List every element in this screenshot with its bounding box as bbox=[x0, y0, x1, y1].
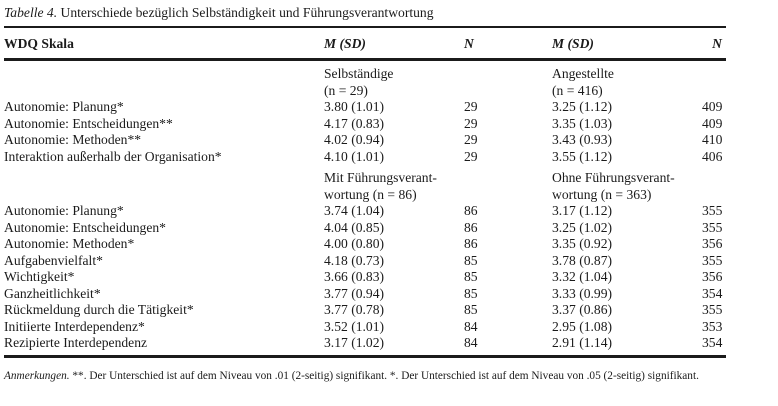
table-caption bbox=[4, 4, 778, 21]
scale-label-cell: Autonomie: Planung* bbox=[4, 99, 124, 114]
n-cell: 29 bbox=[464, 132, 478, 147]
mean-sd-cell: 3.80 (1.01) bbox=[324, 99, 385, 114]
scale-label-cell: Aufgabenvielfalt* bbox=[4, 252, 103, 268]
mean-sd-cell: 3.77 (0.94) bbox=[324, 285, 385, 301]
n-cell: 356 bbox=[702, 236, 723, 251]
scale-label-cell: Autonomie: Methoden* bbox=[4, 236, 135, 251]
group-header-left bbox=[324, 170, 464, 203]
n-cell: 29 bbox=[464, 115, 478, 131]
group-header-right bbox=[552, 170, 702, 203]
mean-sd-cell: 3.52 (1.01) bbox=[324, 318, 385, 334]
table-header-row bbox=[4, 28, 726, 58]
group-header-line: Angestellte bbox=[552, 66, 614, 81]
n-cell: 85 bbox=[464, 302, 478, 317]
n-cell: 85 bbox=[464, 285, 478, 301]
group-header-line: (n = 29) bbox=[324, 82, 368, 98]
n-cell: 355 bbox=[702, 302, 723, 317]
mean-sd-cell: 3.66 (0.83) bbox=[324, 269, 385, 284]
n-cell: 406 bbox=[702, 148, 723, 164]
mean-sd-cell: 3.78 (0.87) bbox=[552, 252, 613, 268]
table-row bbox=[4, 253, 726, 270]
mean-sd-cell: 3.17 (1.12) bbox=[552, 203, 613, 218]
mean-sd-cell: 3.35 (0.92) bbox=[552, 236, 613, 251]
mean-sd-cell: 3.55 (1.12) bbox=[552, 148, 613, 164]
mean-sd-cell: 3.77 (0.78) bbox=[324, 302, 385, 317]
n-cell: 86 bbox=[464, 203, 478, 218]
table-caption-text: Unterschiede bezüglich Selbständigkeit und Führungsverantwortung bbox=[57, 5, 434, 20]
n-cell: 356 bbox=[702, 269, 723, 284]
mean-sd-cell: 4.00 (0.80) bbox=[324, 236, 385, 251]
n-cell: 86 bbox=[464, 236, 478, 251]
scale-label-cell: Initiierte Interdependenz* bbox=[4, 318, 145, 334]
group-header-row bbox=[4, 61, 726, 99]
table-row bbox=[4, 286, 726, 303]
n-cell: 410 bbox=[702, 132, 723, 147]
table-caption-number: Tabelle 4. bbox=[4, 5, 58, 20]
scale-label-cell: Autonomie: Entscheidungen** bbox=[4, 115, 173, 131]
mean-sd-cell: 3.37 (0.86) bbox=[552, 302, 613, 317]
scale-label-cell: Wichtigkeit* bbox=[4, 269, 75, 284]
mean-sd-cell: 3.43 (0.93) bbox=[552, 132, 613, 147]
column-header-n-2: N bbox=[712, 36, 722, 51]
mean-sd-cell: 3.25 (1.02) bbox=[552, 219, 613, 235]
group-header-line: wortung (n = 86) bbox=[324, 186, 417, 202]
table-row bbox=[4, 319, 726, 336]
mean-sd-cell: 4.10 (1.01) bbox=[324, 148, 385, 164]
scale-label-cell: Rezipierte Interdependenz bbox=[4, 335, 148, 350]
group-header-line: Mit Führungsverant- bbox=[324, 170, 437, 185]
table-row bbox=[4, 236, 726, 253]
n-cell: 409 bbox=[702, 99, 723, 114]
n-cell: 355 bbox=[702, 203, 723, 218]
group-header-line: wortung (n = 363) bbox=[552, 186, 652, 202]
scale-label-cell: Autonomie: Planung* bbox=[4, 203, 124, 218]
table-rule-bottom bbox=[4, 355, 726, 358]
table-row bbox=[4, 269, 726, 286]
n-cell: 86 bbox=[464, 219, 478, 235]
n-cell: 353 bbox=[702, 318, 723, 334]
group-header-line: (n = 416) bbox=[552, 82, 603, 98]
footnote-text: **. Der Unterschied ist auf dem Niveau von .01 (2-seitig) signifikant. *. Der Unterschied ist auf dem Niveau von .05 (2-seitig) signifikant. bbox=[69, 369, 699, 382]
group-header-line: Ohne Führungsverant- bbox=[552, 170, 675, 185]
n-cell: 29 bbox=[464, 148, 478, 164]
data-table bbox=[4, 26, 726, 358]
mean-sd-cell: 3.25 (1.12) bbox=[552, 99, 613, 114]
scale-label-cell: Interaktion außerhalb der Organisation* bbox=[4, 148, 222, 164]
mean-sd-cell: 3.35 (1.03) bbox=[552, 115, 613, 131]
group-header-left bbox=[324, 66, 464, 99]
scale-label-cell: Ganzheitlichkeit* bbox=[4, 285, 101, 301]
scale-label-cell: Rückmeldung durch die Tätigkeit* bbox=[4, 302, 194, 317]
n-cell: 355 bbox=[702, 219, 723, 235]
column-header-wdq-skala: WDQ Skala bbox=[4, 36, 74, 51]
n-cell: 409 bbox=[702, 115, 723, 131]
group-header-right bbox=[552, 66, 702, 99]
n-cell: 354 bbox=[702, 335, 723, 350]
table-row bbox=[4, 335, 726, 352]
column-header-m-sd-1: M (SD) bbox=[324, 36, 366, 51]
n-cell: 355 bbox=[702, 252, 723, 268]
mean-sd-cell: 4.17 (0.83) bbox=[324, 115, 385, 131]
table-footnote bbox=[4, 369, 778, 383]
mean-sd-cell: 4.02 (0.94) bbox=[324, 132, 385, 147]
n-cell: 84 bbox=[464, 335, 478, 350]
footnote-label: Anmerkungen. bbox=[4, 369, 70, 382]
table-body bbox=[4, 61, 726, 355]
table-row bbox=[4, 116, 726, 133]
mean-sd-cell: 2.91 (1.14) bbox=[552, 335, 613, 350]
mean-sd-cell: 4.18 (0.73) bbox=[324, 252, 385, 268]
column-header-n-1: N bbox=[464, 36, 474, 51]
n-cell: 85 bbox=[464, 252, 478, 268]
mean-sd-cell: 3.33 (0.99) bbox=[552, 285, 613, 301]
mean-sd-cell: 4.04 (0.85) bbox=[324, 219, 385, 235]
n-cell: 85 bbox=[464, 269, 478, 284]
table-row bbox=[4, 99, 726, 116]
table-row bbox=[4, 149, 726, 166]
n-cell: 84 bbox=[464, 318, 478, 334]
mean-sd-cell: 3.74 (1.04) bbox=[324, 203, 385, 218]
mean-sd-cell: 2.95 (1.08) bbox=[552, 318, 613, 334]
scale-label-cell: Autonomie: Entscheidungen* bbox=[4, 219, 166, 235]
group-header-row bbox=[4, 165, 726, 203]
table-row bbox=[4, 203, 726, 220]
table-row bbox=[4, 132, 726, 149]
mean-sd-cell: 3.17 (1.02) bbox=[324, 335, 385, 350]
table-row bbox=[4, 302, 726, 319]
group-header-line: Selbständige bbox=[324, 66, 394, 81]
scale-label-cell: Autonomie: Methoden** bbox=[4, 132, 142, 147]
column-header-m-sd-2: M (SD) bbox=[552, 36, 594, 51]
mean-sd-cell: 3.32 (1.04) bbox=[552, 269, 613, 284]
table-row bbox=[4, 220, 726, 237]
n-cell: 354 bbox=[702, 285, 723, 301]
n-cell: 29 bbox=[464, 99, 478, 114]
